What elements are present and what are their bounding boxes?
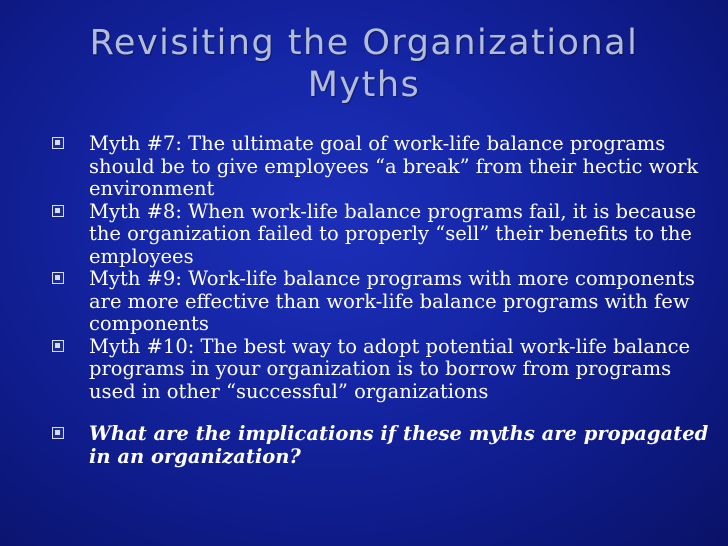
bullet-question <box>0 423 728 468</box>
slide-title <box>0 22 728 106</box>
bullet-text: Myth #7: The ultimate goal of work-life balance programs should be to give employees “a break” from their hectic work environment <box>89 132 699 200</box>
slide-title-line-1: Revisiting the Organizational <box>89 23 639 63</box>
bullet-myth-9 <box>0 268 728 336</box>
question-text: What are the implications if these myths are propagated in an organization? <box>89 422 709 468</box>
bullet-myth-10 <box>0 336 728 404</box>
bullet-text: Myth #9: Work-life balance programs with more components are more effective than work-life balance programs with few components <box>89 267 695 335</box>
square-bullet-icon <box>52 340 64 352</box>
square-bullet-icon <box>52 427 64 439</box>
bullet-myth-7 <box>0 133 728 201</box>
bullet-list <box>0 133 728 468</box>
bullet-text: Myth #8: When work-life balance programs fail, it is because the organization failed to properly “sell” their benefits to the employees <box>89 199 697 268</box>
square-bullet-icon <box>52 205 64 217</box>
square-bullet-icon <box>52 137 64 149</box>
bullet-myth-8 <box>0 201 728 269</box>
slide-title-line-2: Myths <box>307 65 421 105</box>
square-bullet-icon <box>52 272 64 284</box>
bullet-text: Myth #10: The best way to adopt potential work-life balance programs in your organization is to borrow from programs used in other “successful” organizations <box>89 334 691 403</box>
